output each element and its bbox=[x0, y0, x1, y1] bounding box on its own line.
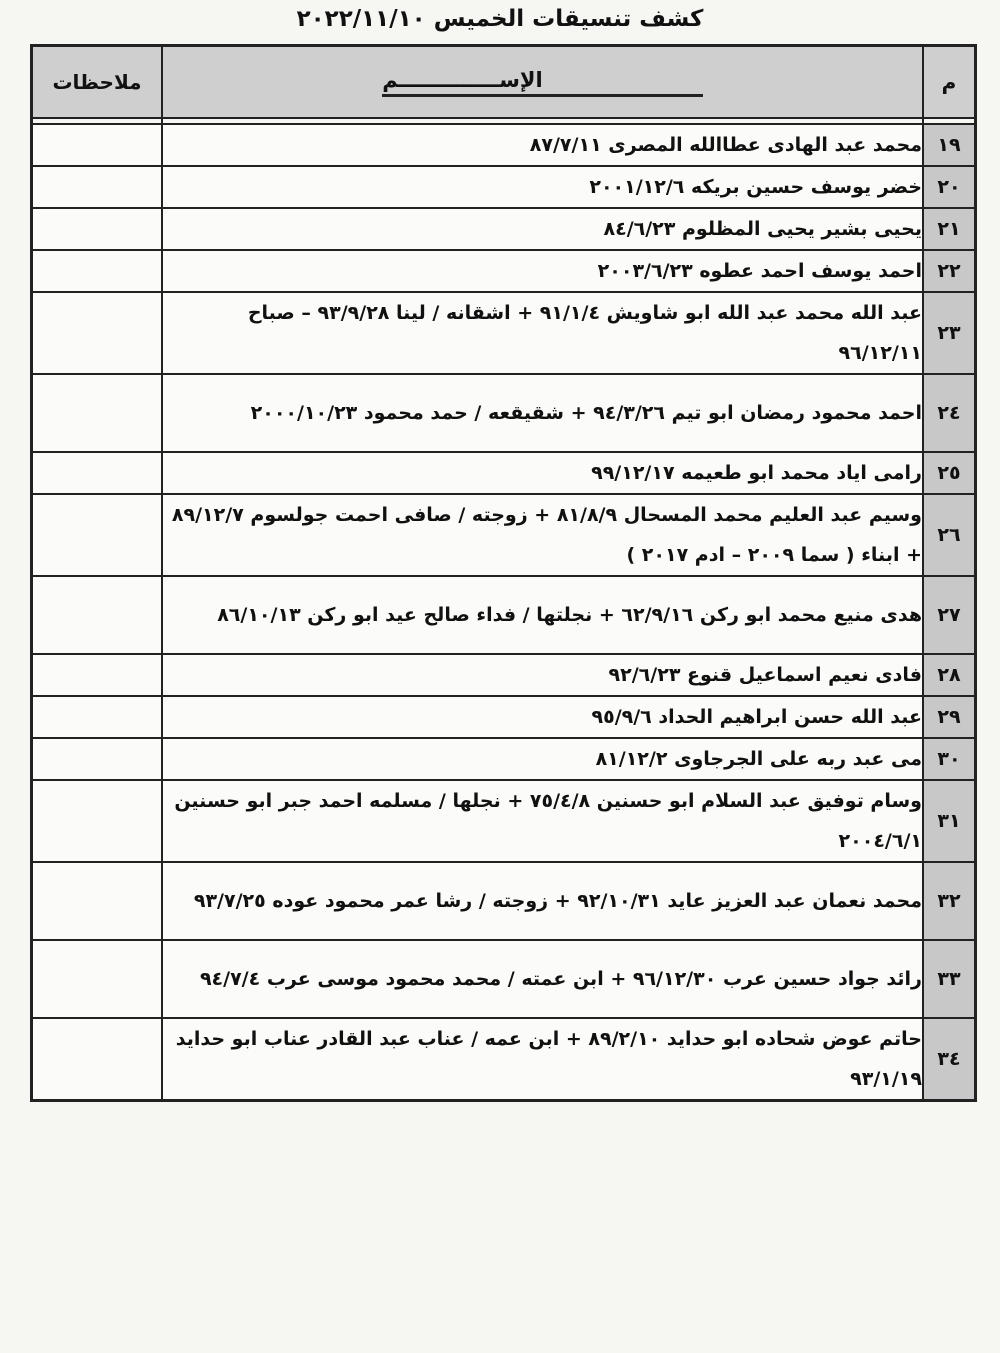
row-name: يحيى بشير يحيى المظلوم ٨٤/٦/٢٣ bbox=[162, 208, 923, 250]
row-notes bbox=[32, 124, 163, 166]
row-number: ٣٢ bbox=[923, 862, 976, 940]
row-name: هدى منيع محمد ابو ركن ٦٢/٩/١٦ + نجلتها / فداء صالح عيد ابو ركن ٨٦/١٠/١٣ bbox=[162, 576, 923, 654]
table-header-row bbox=[32, 46, 976, 119]
table-row bbox=[32, 738, 976, 780]
table-row bbox=[32, 166, 976, 208]
row-notes bbox=[32, 452, 163, 494]
table-row bbox=[32, 208, 976, 250]
row-number: ٣٠ bbox=[923, 738, 976, 780]
row-notes bbox=[32, 862, 163, 940]
header-notes: ملاحظات bbox=[32, 46, 163, 119]
row-notes bbox=[32, 292, 163, 374]
row-notes bbox=[32, 654, 163, 696]
table-row bbox=[32, 452, 976, 494]
row-number: ٢٨ bbox=[923, 654, 976, 696]
table-row bbox=[32, 124, 976, 166]
row-number: ٢٥ bbox=[923, 452, 976, 494]
row-notes bbox=[32, 696, 163, 738]
row-number: ٢١ bbox=[923, 208, 976, 250]
header-name bbox=[162, 46, 923, 119]
row-number: ٢٣ bbox=[923, 292, 976, 374]
row-name: وسيم عبد العليم محمد المسحال ٨١/٨/٩ + زوجته / صافى احمت جولسوم ٨٩/١٢/٧ + ابناء ( سما ٢٠٠٩ – ادم ٢٠١٧ ) bbox=[162, 494, 923, 576]
row-name: رائد جواد حسين عرب ٩٦/١٢/٣٠ + ابن عمته / محمد محمود موسى عرب ٩٤/٧/٤ bbox=[162, 940, 923, 1018]
table-row bbox=[32, 292, 976, 374]
row-name: احمد محمود رمضان ابو تيم ٩٤/٣/٢٦ + شقيقعه / حمد محمود ٢٠٠٠/١٠/٢٣ bbox=[162, 374, 923, 452]
row-name: احمد يوسف احمد عطوه ٢٠٠٣/٦/٢٣ bbox=[162, 250, 923, 292]
table-row bbox=[32, 576, 976, 654]
table-row bbox=[32, 654, 976, 696]
table-row bbox=[32, 494, 976, 576]
row-notes bbox=[32, 208, 163, 250]
header-name-label: الإســــــــــــــم bbox=[382, 68, 702, 97]
row-number: ١٩ bbox=[923, 124, 976, 166]
row-number: ٣٤ bbox=[923, 1018, 976, 1101]
table-row bbox=[32, 1018, 976, 1101]
table-row bbox=[32, 696, 976, 738]
table-row bbox=[32, 250, 976, 292]
row-number: ٢٩ bbox=[923, 696, 976, 738]
table-row bbox=[32, 374, 976, 452]
row-notes bbox=[32, 1018, 163, 1101]
row-name: عبد الله محمد عبد الله ابو شاويش ٩١/١/٤ + اشقانه / لينا ٩٣/٩/٢٨ – صباح ٩٦/١٢/١١ bbox=[162, 292, 923, 374]
row-notes bbox=[32, 250, 163, 292]
row-number: ٢٧ bbox=[923, 576, 976, 654]
row-notes bbox=[32, 576, 163, 654]
row-name: محمد نعمان عبد العزيز عايد ٩٢/١٠/٣١ + زوجته / رشا عمر محمود عوده ٩٣/٧/٢٥ bbox=[162, 862, 923, 940]
row-name: عبد الله حسن ابراهيم الحداد ٩٥/٩/٦ bbox=[162, 696, 923, 738]
table-row bbox=[32, 940, 976, 1018]
row-notes bbox=[32, 166, 163, 208]
row-notes bbox=[32, 940, 163, 1018]
row-number: ٣١ bbox=[923, 780, 976, 862]
row-number: ٢٠ bbox=[923, 166, 976, 208]
row-name: حاتم عوض شحاده ابو حدايد ٨٩/٢/١٠ + ابن عمه / عناب عبد القادر عناب ابو حدايد ٩٣/١/١٩ bbox=[162, 1018, 923, 1101]
row-name: مى عبد ربه على الجرجاوى ٨١/١٢/٢ bbox=[162, 738, 923, 780]
row-notes bbox=[32, 374, 163, 452]
row-name: محمد عبد الهادى عطاالله المصرى ٨٧/٧/١١ bbox=[162, 124, 923, 166]
row-notes bbox=[32, 494, 163, 576]
table-body bbox=[32, 118, 976, 1101]
row-name: خضر يوسف حسين بريكه ٢٠٠١/١٢/٦ bbox=[162, 166, 923, 208]
row-number: ٢٢ bbox=[923, 250, 976, 292]
row-notes bbox=[32, 780, 163, 862]
row-number: ٣٣ bbox=[923, 940, 976, 1018]
page-title: كشف تنسيقات الخميس ٢٠٢٢/١١/١٠ bbox=[296, 6, 704, 32]
row-name: رامى اياد محمد ابو طعيمه ٩٩/١٢/١٧ bbox=[162, 452, 923, 494]
row-notes bbox=[32, 738, 163, 780]
row-number: ٢٤ bbox=[923, 374, 976, 452]
table-row bbox=[32, 862, 976, 940]
row-number: ٢٦ bbox=[923, 494, 976, 576]
coordination-table bbox=[30, 44, 977, 1102]
header-number: م bbox=[923, 46, 976, 119]
row-name: فادى نعيم اسماعيل قنوع ٩٢/٦/٢٣ bbox=[162, 654, 923, 696]
row-name: وسام توفيق عبد السلام ابو حسنين ٧٥/٤/٨ + نجلها / مسلمه احمد جبر ابو حسنين ٢٠٠٤/٦/١ bbox=[162, 780, 923, 862]
table-row bbox=[32, 780, 976, 862]
